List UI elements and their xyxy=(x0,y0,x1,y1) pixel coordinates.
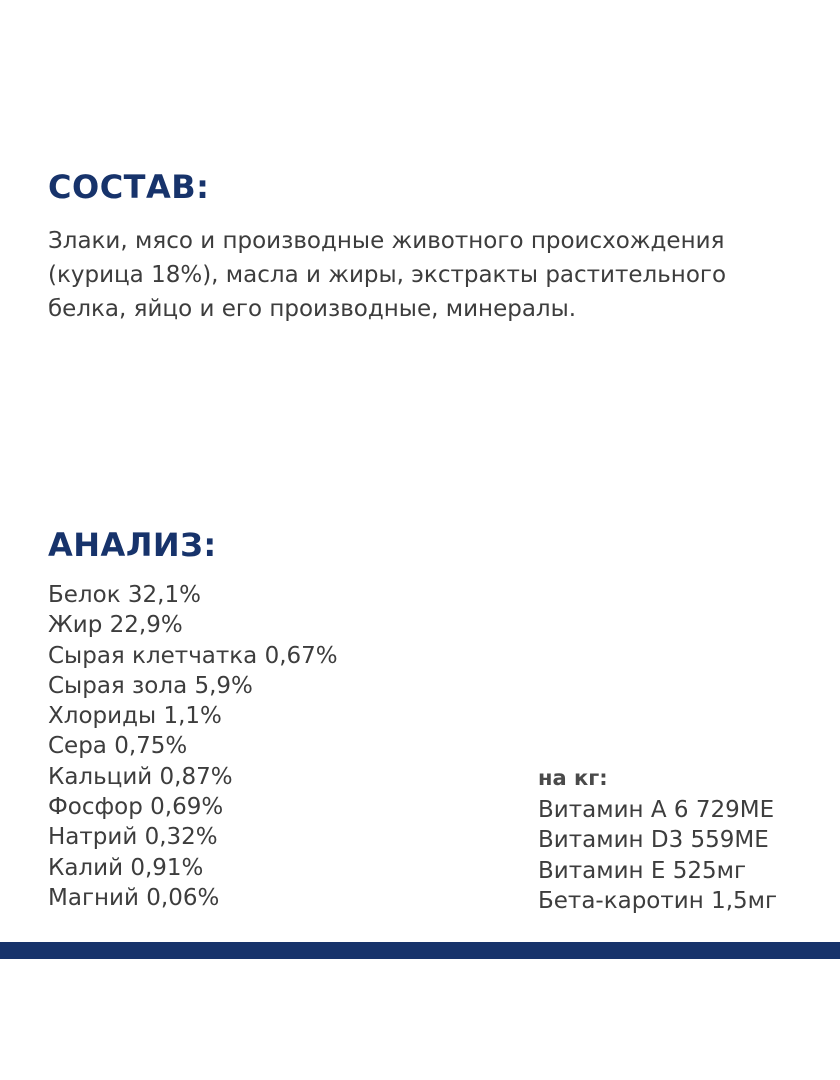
analysis-item-crude-fiber: Сырая клетчатка 0,67% xyxy=(48,642,338,669)
analysis-item-protein: Белок 32,1% xyxy=(48,582,201,608)
vitamin-item-d3: Витамин D3 559МЕ xyxy=(538,827,769,854)
analysis-item-fat: Жир 22,9% xyxy=(48,612,183,639)
vitamin-list xyxy=(538,795,777,916)
analysis-list xyxy=(48,580,338,913)
vitamin-item-a: Витамин А 6 729МЕ xyxy=(538,797,775,823)
vitamin-item-beta-carotene: Бета-каротин 1,5мг xyxy=(538,887,778,914)
composition-heading: СОСТАВ: xyxy=(48,168,210,206)
vitamin-item-e: Витамин Е 525мг xyxy=(538,857,747,884)
analysis-item-chlorides: Хлориды 1,1% xyxy=(48,703,222,730)
analysis-item-magnesium: Магний 0,06% xyxy=(48,884,220,911)
analysis-item-sodium: Натрий 0,32% xyxy=(48,824,218,851)
analysis-heading: АНАЛИЗ: xyxy=(48,526,217,564)
per-kg-section xyxy=(538,762,777,916)
analysis-item-potassium: Калий 0,91% xyxy=(48,854,204,881)
analysis-item-calcium: Кальций 0,87% xyxy=(48,763,233,790)
analysis-item-crude-ash: Сырая зола 5,9% xyxy=(48,672,253,699)
analysis-item-sulfur: Сера 0,75% xyxy=(48,733,188,760)
bottom-divider-bar xyxy=(0,942,840,959)
composition-text: Злаки, мясо и производные животного происхождения (курица 18%), масла и жиры, экстракты растительного белка, яйцо и его производные, минералы. xyxy=(48,228,727,322)
analysis-item-phosphorus: Фосфор 0,69% xyxy=(48,794,224,821)
per-kg-title: на кг: xyxy=(538,766,608,790)
